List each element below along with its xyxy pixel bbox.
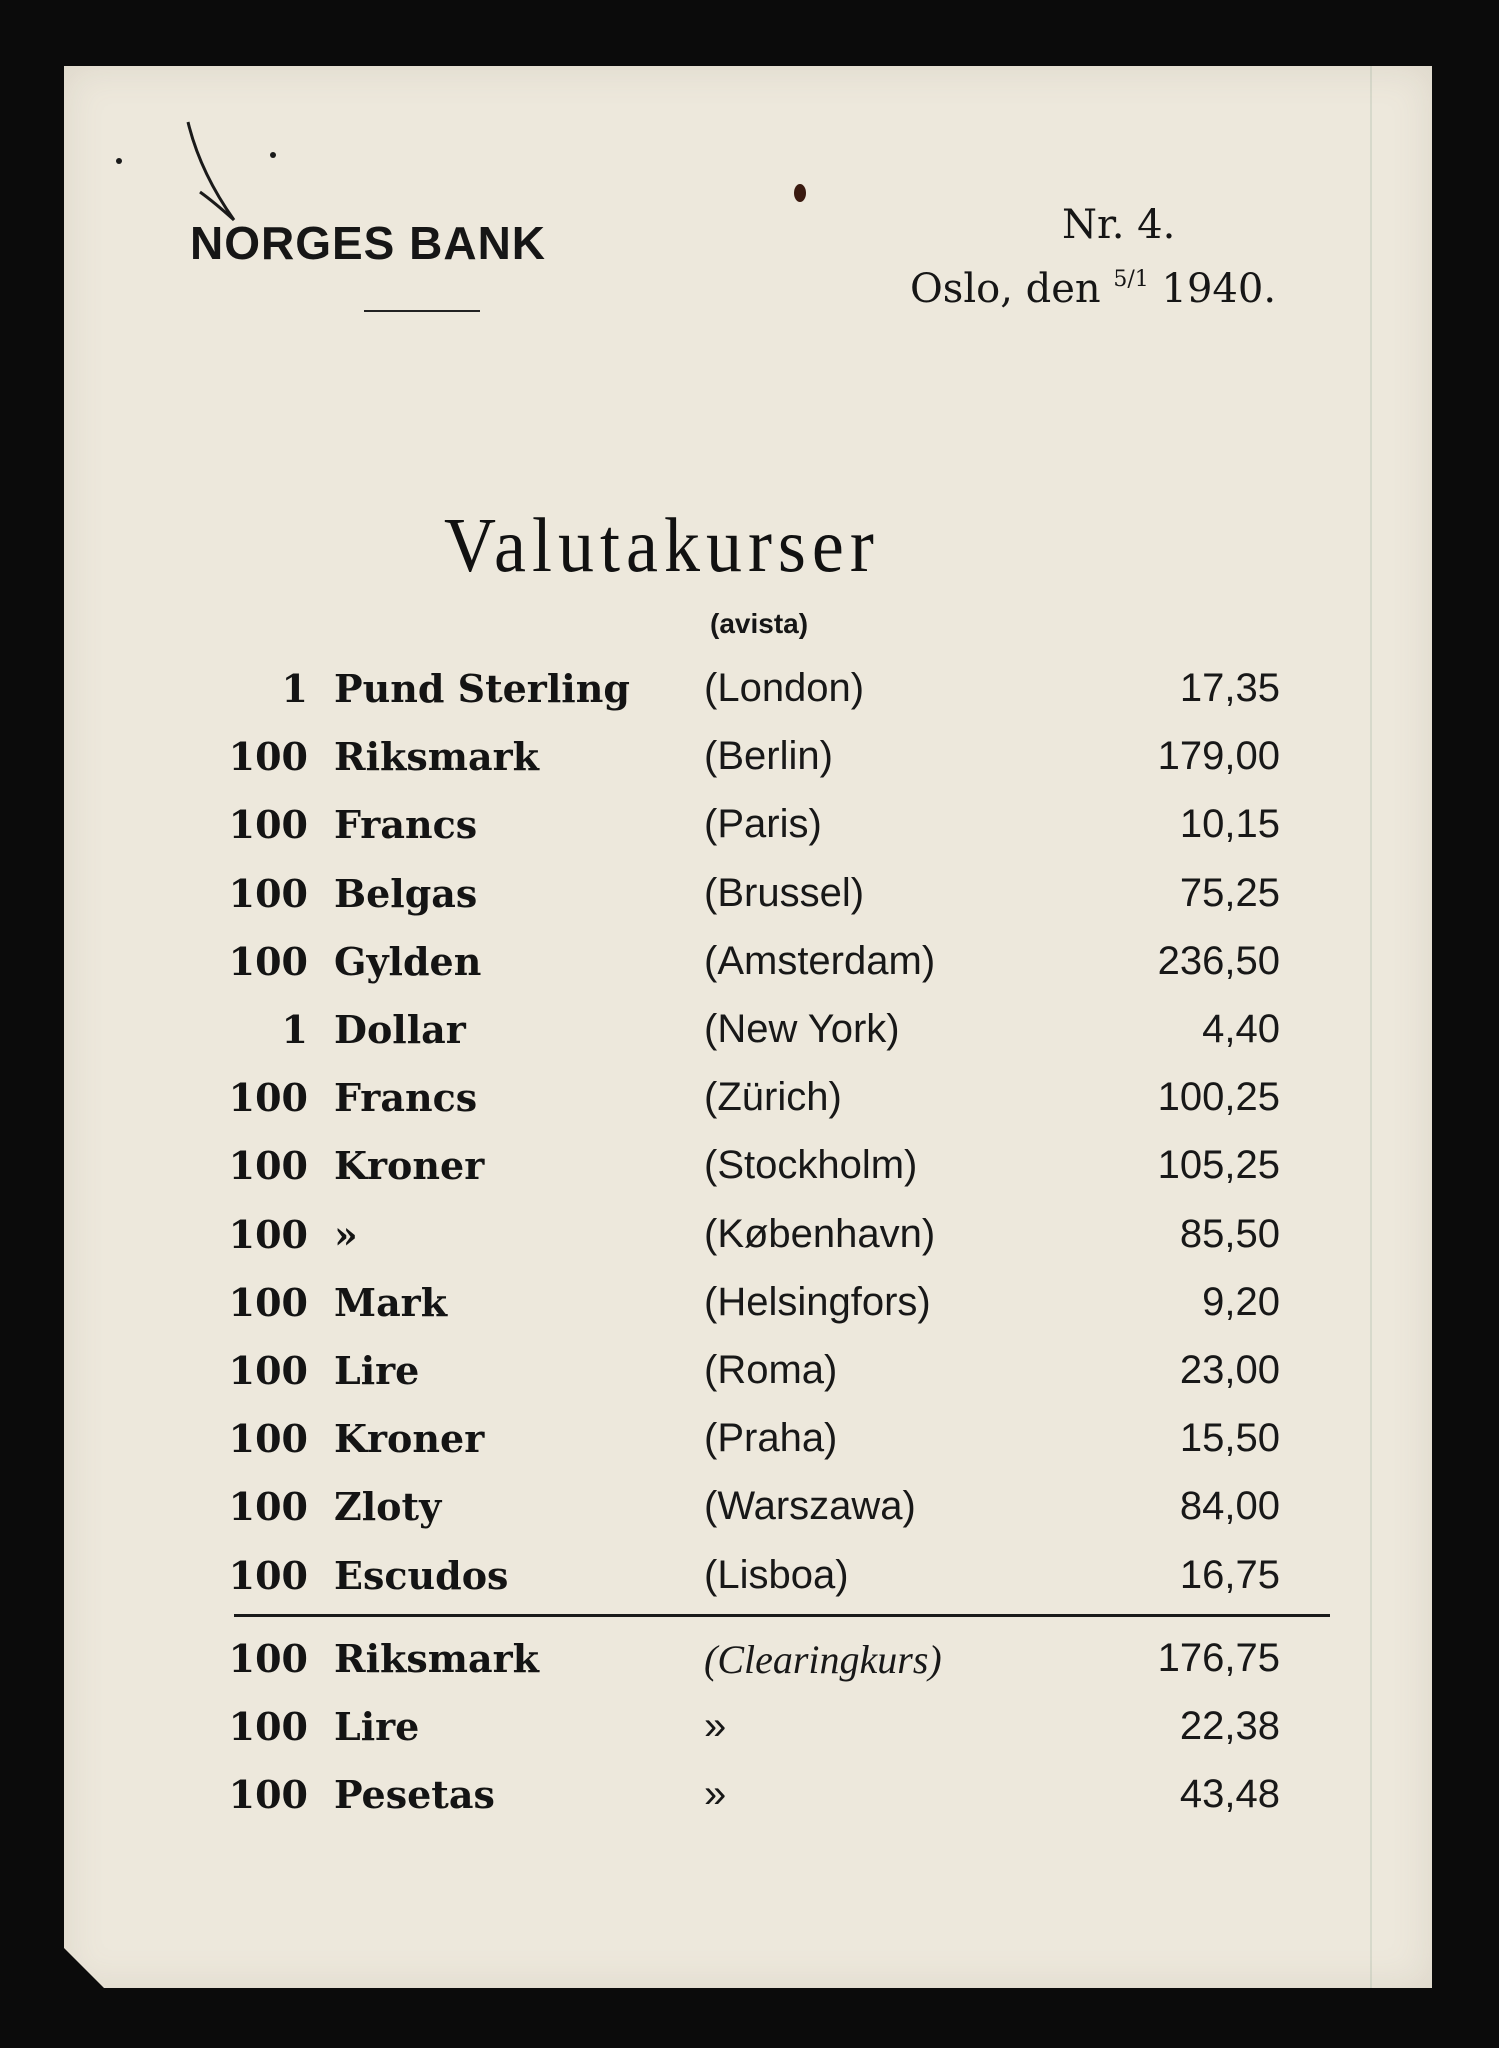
rate-value-cell: 236,50 <box>1157 938 1280 983</box>
city-cell: (Praha) <box>704 1416 838 1461</box>
quantity-cell: 100 <box>228 1416 308 1462</box>
city-cell: (Amsterdam) <box>704 938 936 983</box>
ink-dot <box>116 158 122 164</box>
currency-cell: Gylden <box>334 938 482 984</box>
rate-value-cell: 23,00 <box>1179 1348 1280 1392</box>
currency-cell: Pesetas <box>334 1772 495 1817</box>
currency-cell: Francs <box>334 802 478 848</box>
city-cell: (København) <box>704 1211 936 1256</box>
rate-value-cell: 9,20 <box>1202 1279 1280 1324</box>
date-fraction: 5/1 <box>1113 267 1149 292</box>
document-number: Nr. 4. <box>1062 202 1176 248</box>
quantity-cell: 100 <box>228 1211 308 1257</box>
currency-cell: Escudos <box>334 1552 509 1598</box>
currency-cell: Dollar <box>334 1007 466 1052</box>
city-cell: (Paris) <box>704 802 822 847</box>
page-title: Valutakurser <box>444 501 880 589</box>
quantity-cell: 100 <box>228 1143 308 1189</box>
city-cell: (Lisboa) <box>704 1552 849 1597</box>
currency-cell: Kroner <box>334 1416 485 1462</box>
quantity-cell: 100 <box>228 734 308 780</box>
table-row <box>64 1772 1432 1832</box>
rate-value-cell: 85,50 <box>1179 1211 1280 1256</box>
currency-cell: Riksmark <box>334 734 539 780</box>
document-date <box>910 266 1276 312</box>
table-row <box>64 802 1432 862</box>
city-cell: (London) <box>704 666 865 710</box>
table-row <box>64 1280 1432 1340</box>
quantity-cell: 1 <box>281 1007 308 1052</box>
rate-value-cell: 100,25 <box>1157 1075 1280 1120</box>
city-cell: (Helsingfors) <box>704 1279 931 1324</box>
table-row <box>64 1143 1432 1203</box>
quantity-cell: 100 <box>228 802 308 848</box>
document-page <box>64 66 1432 1988</box>
table-row <box>64 1212 1432 1272</box>
date-year: 1940. <box>1161 266 1277 312</box>
currency-cell: Belgas <box>334 870 478 916</box>
quantity-cell: 100 <box>228 1704 308 1749</box>
city-cell: » <box>704 1704 727 1748</box>
table-row <box>64 666 1432 726</box>
quantity-cell: 100 <box>228 938 308 984</box>
currency-cell: Pund Sterling <box>334 666 630 711</box>
rate-value-cell: 15,50 <box>1179 1416 1280 1461</box>
rate-value-cell: 105,25 <box>1157 1143 1280 1188</box>
date-prefix: Oslo, den <box>910 266 1101 312</box>
city-cell: (Stockholm) <box>704 1143 918 1188</box>
rate-value-cell: 176,75 <box>1157 1636 1280 1680</box>
rate-value-cell: 84,00 <box>1179 1484 1280 1529</box>
quantity-cell: 100 <box>228 1279 308 1325</box>
table-row <box>64 939 1432 999</box>
currency-cell: Mark <box>334 1279 448 1325</box>
currency-cell: Lire <box>334 1704 420 1749</box>
city-cell: (Clearingkurs) <box>704 1637 942 1682</box>
city-cell: (Roma) <box>704 1348 838 1392</box>
city-cell: (Berlin) <box>704 734 833 779</box>
rate-value-cell: 16,75 <box>1179 1552 1280 1597</box>
rate-value-cell: 22,38 <box>1179 1704 1280 1748</box>
bank-name: NORGES BANK <box>190 217 547 269</box>
city-cell: (Zürich) <box>704 1075 842 1120</box>
table-row <box>64 1348 1432 1408</box>
ink-dot <box>270 152 276 158</box>
city-cell: (New York) <box>704 1007 900 1051</box>
torn-corner <box>64 1948 104 1988</box>
quantity-cell: 100 <box>228 1484 308 1530</box>
table-row <box>64 871 1432 931</box>
table-row <box>64 1416 1432 1476</box>
rate-value-cell: 43,48 <box>1179 1772 1280 1816</box>
rate-value-cell: 17,35 <box>1179 666 1280 710</box>
table-row <box>64 1636 1432 1696</box>
quantity-cell: 100 <box>228 870 308 916</box>
table-row <box>64 1007 1432 1067</box>
checkmark-icon <box>122 92 242 222</box>
quantity-cell: 100 <box>228 1348 308 1393</box>
quantity-cell: 100 <box>228 1636 308 1681</box>
table-divider <box>234 1614 1330 1617</box>
currency-cell: Francs <box>334 1075 478 1121</box>
quantity-cell: 100 <box>228 1075 308 1121</box>
currency-cell: Lire <box>334 1348 420 1393</box>
table-row <box>64 734 1432 794</box>
currency-cell: » <box>334 1211 358 1257</box>
ink-spot <box>794 184 806 202</box>
currency-cell: Kroner <box>334 1143 485 1189</box>
rate-value-cell: 75,25 <box>1179 870 1280 915</box>
quantity-cell: 1 <box>281 666 308 711</box>
page-subtitle: (avista) <box>710 608 809 639</box>
bank-underline <box>364 310 480 312</box>
city-cell: » <box>704 1772 727 1816</box>
city-cell: (Warszawa) <box>704 1484 916 1529</box>
currency-cell: Riksmark <box>334 1636 539 1681</box>
city-cell: (Brussel) <box>704 870 865 915</box>
rate-value-cell: 4,40 <box>1202 1007 1280 1051</box>
table-row <box>64 1553 1432 1613</box>
table-row <box>64 1484 1432 1544</box>
quantity-cell: 100 <box>228 1772 308 1817</box>
rate-value-cell: 10,15 <box>1179 802 1280 847</box>
table-row <box>64 1704 1432 1764</box>
table-row <box>64 1075 1432 1135</box>
rate-value-cell: 179,00 <box>1157 734 1280 779</box>
quantity-cell: 100 <box>228 1552 308 1598</box>
currency-cell: Zloty <box>334 1484 442 1530</box>
